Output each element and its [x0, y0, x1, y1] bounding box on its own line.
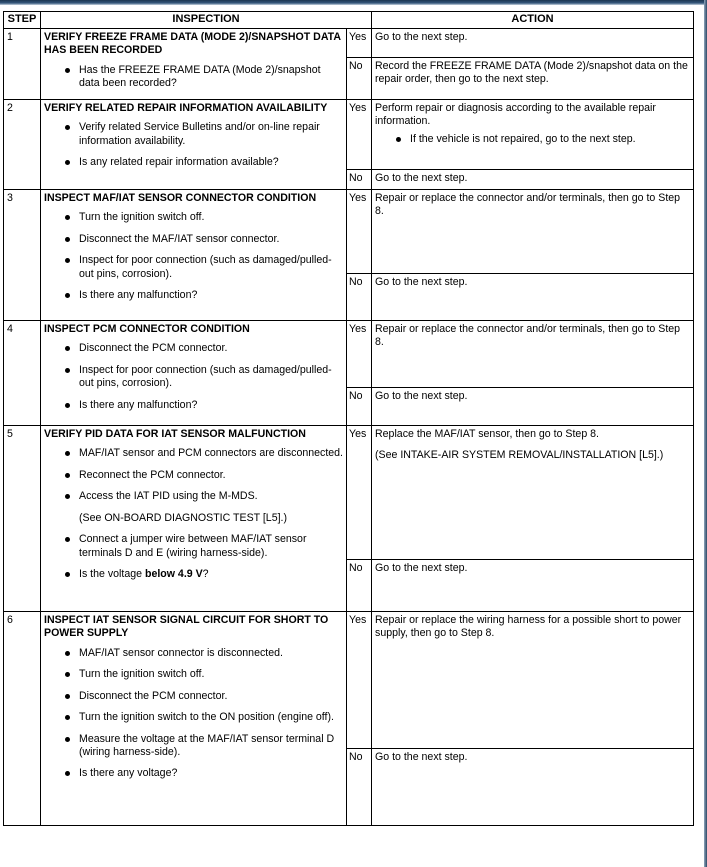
step-5-item-2: Reconnect the PCM connector.	[65, 469, 343, 482]
step-5-checklist	[44, 447, 343, 581]
step-1-row-yes	[4, 29, 694, 58]
step-5-no-label: No	[347, 559, 372, 611]
step-1-checklist	[44, 64, 343, 91]
step-6-no-label: No	[347, 748, 372, 825]
step-4-item-1: Disconnect the PCM connector.	[65, 342, 343, 355]
step-4-title: INSPECT PCM CONNECTOR CONDITION	[44, 322, 250, 335]
window-top-border	[0, 0, 707, 5]
step-5-item-4: Connect a jumper wire between MAF/IAT sensor terminals D and E (wiring harness-side).	[65, 533, 343, 560]
step-5-question	[65, 568, 343, 581]
step-5-item-3: Access the IAT PID using the M-MDS.	[65, 490, 343, 503]
step-4-no-label: No	[347, 387, 372, 425]
step-3-item-3: Inspect for poor connection (such as damaged/pulled-out pins, corrosion).	[65, 254, 343, 281]
step-3-yes-label: Yes	[347, 189, 372, 273]
step-3-item-2: Disconnect the MAF/IAT sensor connector.	[65, 233, 343, 246]
header-step: STEP	[4, 12, 41, 29]
header-inspection: INSPECTION	[41, 12, 372, 29]
step-1-number: 1	[4, 29, 41, 100]
step-5-number: 5	[4, 425, 41, 611]
step-6-inspection	[41, 611, 347, 825]
step-3-checklist	[44, 211, 343, 302]
step-6-item-1: MAF/IAT sensor connector is disconnected.	[65, 647, 343, 660]
step-6-yes-action: Repair or replace the wiring harness for a possible short to power supply, then go to Step 8.	[372, 611, 694, 748]
step-6-item-4: Turn the ignition switch to the ON position (engine off).	[65, 711, 343, 724]
step-6-title: INSPECT IAT SENSOR SIGNAL CIRCUIT FOR SHORT TO POWER SUPPLY	[44, 613, 329, 640]
step-4-no-action: Go to the next step.	[372, 387, 694, 425]
step-6-checklist	[44, 647, 343, 781]
step-3-inspection	[41, 189, 347, 320]
step-4-item-2: Inspect for poor connection (such as damaged/pulled-out pins, corrosion).	[65, 364, 343, 391]
table-header-row	[4, 12, 694, 29]
step-6-yes-label: Yes	[347, 611, 372, 748]
step-6-row-yes	[4, 611, 694, 748]
step-5-note: (See ON-BOARD DIAGNOSTIC TEST [L5].)	[79, 511, 287, 524]
step-3-no-label: No	[347, 273, 372, 320]
step-3-item-1: Turn the ignition switch off.	[65, 211, 343, 224]
step-3-item-4: Is there any malfunction?	[65, 289, 343, 302]
step-2-checklist	[44, 121, 343, 169]
step-1-no-label: No	[347, 57, 372, 99]
step-6-no-action: Go to the next step.	[372, 748, 694, 825]
step-5-question-bold: below 4.9 V	[144, 567, 203, 580]
step-6-item-2: Turn the ignition switch off.	[65, 668, 343, 681]
step-2-inspection	[41, 99, 347, 189]
step-6-item-6: Is there any voltage?	[65, 767, 343, 780]
step-5-row-yes	[4, 425, 694, 559]
step-3-yes-action: Repair or replace the connector and/or terminals, then go to Step 8.	[372, 189, 694, 273]
step-6-number: 6	[4, 611, 41, 825]
step-1-item-1: Has the FREEZE FRAME DATA (Mode 2)/snapshot data been recorded?	[65, 64, 343, 91]
step-1-no-action: Record the FREEZE FRAME DATA (Mode 2)/snapshot data on the repair order, then go to the next step.	[372, 57, 694, 99]
step-5-yes-action-cell	[372, 425, 694, 559]
step-5-yes-action: Replace the MAF/IAT sensor, then go to Step 8.	[375, 427, 599, 440]
step-4-inspection	[41, 320, 347, 425]
step-2-yes-action-list	[375, 133, 690, 146]
step-2-yes-action: Perform repair or diagnosis according to the available repair information.	[375, 101, 656, 128]
step-6-item-5: Measure the voltage at the MAF/IAT sensor terminal D (wiring harness-side).	[65, 733, 343, 760]
step-3-number: 3	[4, 189, 41, 320]
step-2-title: VERIFY RELATED REPAIR INFORMATION AVAILABILITY	[44, 101, 328, 114]
step-5-item-1: MAF/IAT sensor and PCM connectors are disconnected.	[65, 447, 343, 460]
step-2-yes-action-bullet: If the vehicle is not repaired, go to the next step.	[396, 133, 690, 146]
step-6-item-3: Disconnect the PCM connector.	[65, 690, 343, 703]
step-5-yes-label: Yes	[347, 425, 372, 559]
step-5-question-prefix: Is the voltage	[79, 567, 145, 580]
step-5-title: VERIFY PID DATA FOR IAT SENSOR MALFUNCTION	[44, 427, 306, 440]
step-5-no-action: Go to the next step.	[372, 559, 694, 611]
step-1-yes-label: Yes	[347, 29, 372, 58]
step-5-question-suffix: ?	[202, 567, 209, 580]
step-2-row-yes	[4, 99, 694, 169]
step-5-inspection	[41, 425, 347, 611]
step-2-no-label: No	[347, 169, 372, 189]
step-1-inspection	[41, 29, 347, 100]
step-4-yes-label: Yes	[347, 320, 372, 387]
step-3-row-yes	[4, 189, 694, 273]
step-2-yes-label: Yes	[347, 99, 372, 169]
step-4-checklist	[44, 342, 343, 412]
diagnostic-procedure-table	[3, 11, 694, 826]
step-3-title: INSPECT MAF/IAT SENSOR CONNECTOR CONDITION	[44, 191, 317, 204]
step-1-yes-action: Go to the next step.	[372, 29, 694, 58]
step-4-yes-action: Repair or replace the connector and/or terminals, then go to Step 8.	[372, 320, 694, 387]
step-4-number: 4	[4, 320, 41, 425]
step-5-yes-action-reference: (See INTAKE-AIR SYSTEM REMOVAL/INSTALLATION [L5].)	[375, 449, 664, 462]
step-2-yes-action-cell	[372, 99, 694, 169]
step-4-row-yes	[4, 320, 694, 387]
header-action: ACTION	[372, 12, 694, 29]
step-1-title: VERIFY FREEZE FRAME DATA (MODE 2)/SNAPSHOT DATA HAS BEEN RECORDED	[44, 31, 341, 57]
step-2-no-action: Go to the next step.	[372, 169, 694, 189]
step-3-no-action: Go to the next step.	[372, 273, 694, 320]
step-2-number: 2	[4, 99, 41, 189]
step-2-item-1: Verify related Service Bulletins and/or on-line repair information availability.	[65, 121, 343, 148]
step-4-item-3: Is there any malfunction?	[65, 399, 343, 412]
step-2-item-2: Is any related repair information available?	[65, 156, 343, 169]
